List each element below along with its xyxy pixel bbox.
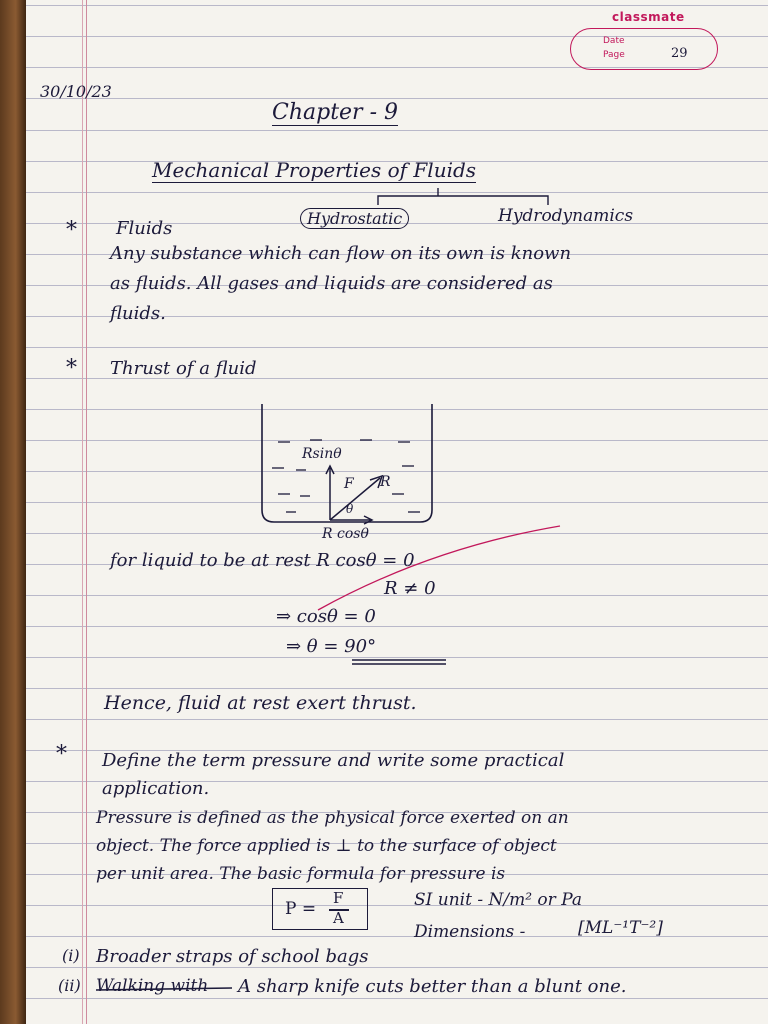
label-r: R — [380, 474, 391, 490]
fluids-def-line-2: as fluids. All gases and liquids are considered as — [110, 273, 553, 294]
r-vector — [330, 478, 380, 520]
equation-1: for liquid to be at rest R cosθ = 0 — [110, 550, 415, 571]
pressure-heading-line-1: Define the term pressure and write some practical — [102, 750, 565, 771]
branch-connector — [378, 196, 548, 205]
label-rcos: R cosθ — [322, 526, 369, 542]
app-2-struck-text: Walking with — [96, 976, 209, 996]
page-label: Page — [603, 50, 625, 60]
equation-3: ⇒ cosθ = 0 — [276, 606, 376, 627]
formula-lhs: P = — [285, 899, 317, 919]
fluids-def-line-1: Any substance which can flow on its own is known — [110, 243, 572, 264]
formula-box — [272, 888, 368, 930]
label-rsin: Rsinθ — [302, 446, 342, 462]
app-2-text: A sharp knife cuts better than a blunt one. — [238, 976, 627, 997]
conclusion-text: Hence, fluid at rest exert thrust. — [104, 692, 417, 714]
thrust-heading: Thrust of a fluid — [110, 358, 257, 379]
dimensions-label: Dimensions - — [414, 922, 526, 942]
fluids-def-line-3: fluids. — [110, 303, 166, 324]
app-1-text: Broader straps of school bags — [96, 946, 369, 967]
equation-4: ⇒ θ = 90° — [286, 636, 377, 657]
formula-numerator: F — [333, 889, 344, 907]
note-date: 30/10/23 — [40, 82, 112, 101]
dimensions-value: [ML⁻¹T⁻²] — [578, 918, 663, 938]
label-f: F — [344, 476, 354, 492]
bullet-star-3: * — [56, 742, 67, 767]
formula-denominator: A — [333, 909, 344, 927]
app-2-number: (ii) — [58, 976, 81, 995]
pressure-def-line-2: object. The force applied is ⊥ to the surface of object — [96, 836, 557, 856]
page-title: Mechanical Properties of Fluids — [152, 158, 477, 182]
si-unit: SI unit - N/m² or Pa — [414, 890, 582, 910]
bullet-star-2: * — [66, 356, 77, 381]
branch-hydrodynamics: Hydrodynamics — [498, 206, 634, 226]
fluids-heading: Fluids — [116, 218, 173, 239]
app-1-number: (i) — [62, 946, 80, 965]
bullet-star-1: * — [66, 218, 77, 243]
pressure-def-line-1: Pressure is defined as the physical force exerted on an — [96, 808, 569, 828]
pressure-heading-line-2: application. — [102, 778, 210, 799]
equation-2: R ≠ 0 — [384, 578, 436, 599]
pressure-def-line-3: per unit area. The basic formula for pressure is — [96, 864, 506, 884]
chapter-title: Chapter - 9 — [272, 100, 398, 125]
date-label: Date — [603, 36, 625, 46]
page-number: 29 — [671, 46, 688, 61]
branch-hydrostatic: Hydrostatic — [300, 208, 409, 229]
brand-logo: classmate — [612, 10, 685, 24]
label-theta: θ — [346, 502, 354, 516]
